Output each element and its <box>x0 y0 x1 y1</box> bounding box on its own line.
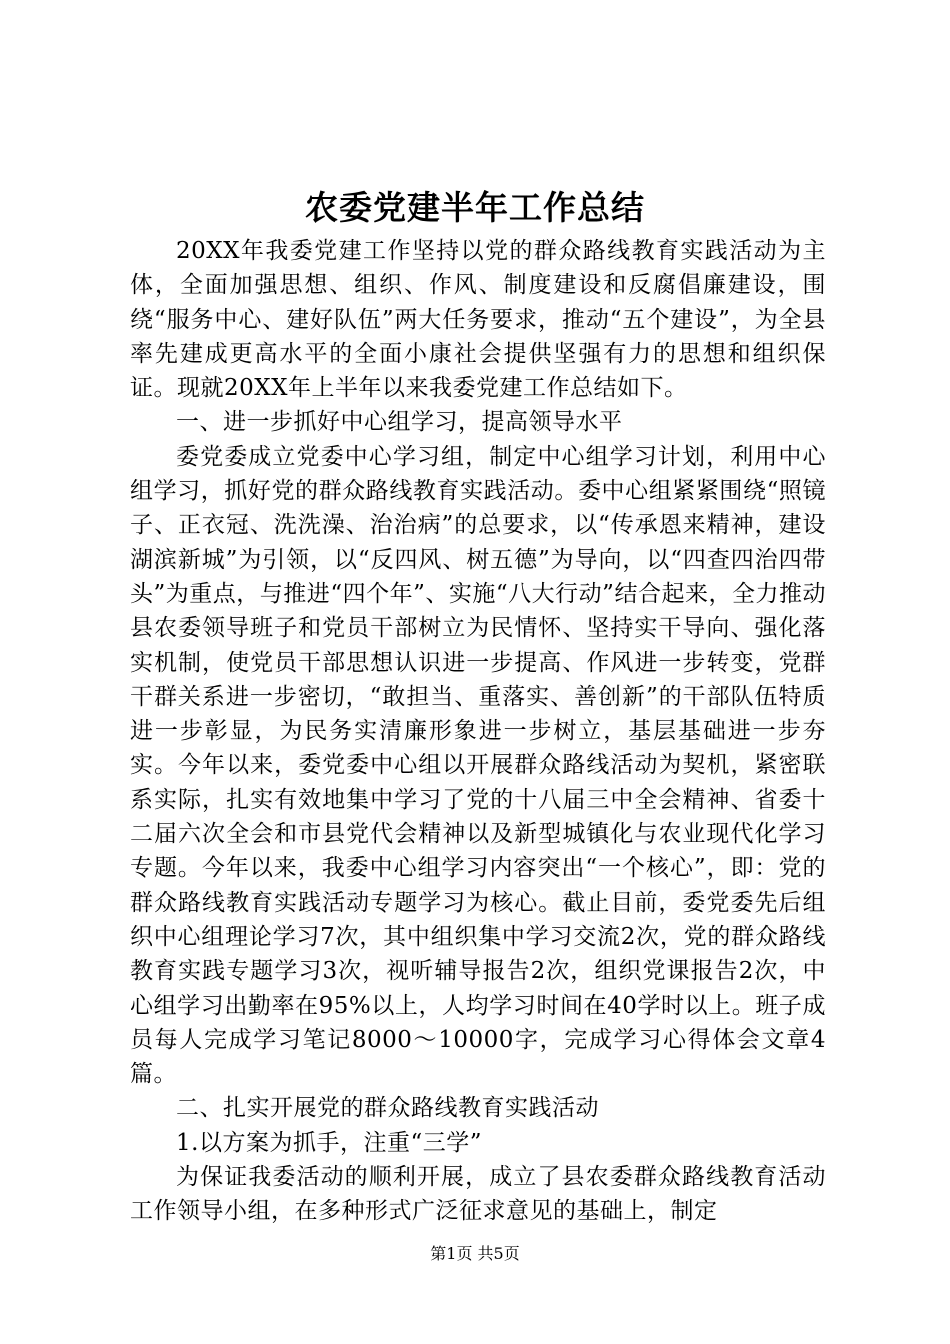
page-number-footer: 第1页 共5页 <box>430 1244 520 1263</box>
document-title: 农委党建半年工作总结 <box>305 188 645 227</box>
paragraph-subsection-1: 为保证我委活动的顺利开展，成立了县农委群众路线教育活动工作领导小组，在多种形式广泛征求意见的基础上，制定 <box>130 1164 826 1225</box>
paragraph-intro: 20XX年我委党建工作坚持以党的群众路线教育实践活动为主体，全面加强思想、组织、作风、制度建设和反腐倡廉建设，围绕“服务中心、建好队伍”两大任务要求，推动“五个建设”，为全县率先建成更高水平的全面小康社会提供坚强有力的思想和组织保证。现就20XX年上半年以来我委党建工作总结如下。 <box>130 238 826 402</box>
section-heading-1: 一、进一步抓好中心组学习，提高领导水平 <box>176 409 623 436</box>
paragraph-section-1: 委党委成立党委中心学习组，制定中心组学习计划，利用中心组学习，抓好党的群众路线教育实践活动。委中心组紧紧围绕“照镜子、正衣冠、洗洗澡、治治病”的总要求，以“传承恩来精神，建设湖滨新城”为引领，以“反四风、树五德”为导向，以“四查四治四带头”为重点，与推进“四个年”、实施“八大行动”结合起来，全力推动县农委领导班子和党员干部树立为民情怀、坚持实干导向、强化落实机制，使党员干部思想认识进一步提高、作风进一步转变，党群干群关系进一步密切，“敢担当、重落实、善创新”的干部队伍特质进一步彰显，为民务实清廉形象进一步树立，基层基础进一步夯实。今年以来，委党委中心组以开展群众路线活动为契机，紧密联系实际，扎实有效地集中学习了党的十八届三中全会精神、省委十二届六次全会和市县党代会精神以及新型城镇化与农业现代化学习专题。今年以来，我委中心组学习内容突出“一个核心”，即：党的群众路线教育实践活动专题学习为核心。截止目前，委党委先后组织中心组理论学习7次，其中组织集中学习交流2次，党的群众路线教育实践专题学习3次，视听辅导报告2次，组织党课报告2次，中心组学习出勤率在95%以上，人均学习时间在40学时以上。班子成员每人完成学习笔记8000～10000字，完成学习心得体会文章4篇。 <box>130 443 826 1088</box>
document-body <box>130 234 826 1229</box>
section-heading-2: 二、扎实开展党的群众路线教育实践活动 <box>176 1095 599 1122</box>
subsection-heading-1: 1.以方案为抓手，注重“三学” <box>176 1129 482 1156</box>
